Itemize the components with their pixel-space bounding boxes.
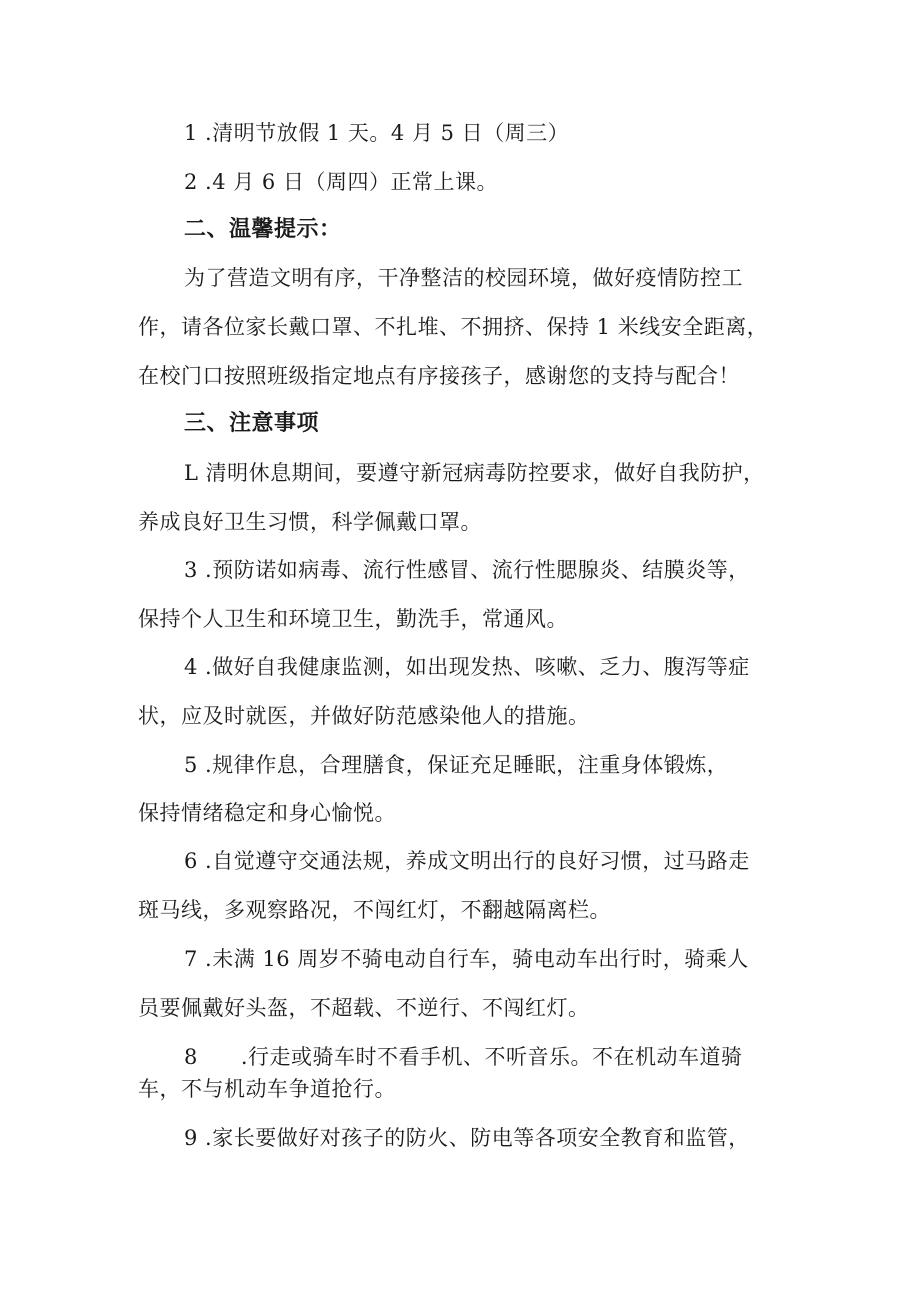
tips-line: 为了营造文明有序，干净整洁的校园环境，做好疫情防控工: [184, 266, 743, 290]
notice-item-line: 8 .行走或骑车时不看手机、不听音乐。不在机动车道骑: [184, 1045, 743, 1069]
notice-item-line: 7 .未满 16 周岁不骑电动自行车，骑电动车出行时，骑乘人: [184, 947, 749, 971]
notice-item-line: 4 .做好自我健康监测，如出现发热、咳嗽、乏力、腹泻等症: [184, 655, 750, 679]
section-heading-notes: 三、注意事项: [184, 411, 320, 436]
notice-item-line: 员要佩戴好头盔，不超载、不逆行、不闯红灯。: [138, 996, 590, 1020]
tips-line: 在校门口按照班级指定地点有序接孩子，感谢您的支持与配合！: [138, 364, 740, 388]
notice-item-line: 状，应及时就医，并做好防范感染他人的措施。: [138, 704, 590, 728]
notice-item-line: 3 .预防诺如病毒、流行性感冒、流行性腮腺炎、结膜炎等，: [184, 558, 750, 582]
notice-item-line: 5 .规律作息，合理膳食，保证充足睡眠，注重身体锻炼，: [184, 753, 729, 777]
notice-item-line: 9 .家长要做好对孩子的防火、防电等各项安全教育和监管，: [184, 1126, 750, 1150]
schedule-item-2: 2 .4 月 6 日（周四）正常上课。: [184, 170, 498, 194]
notice-item-line: 养成良好卫生习惯，科学佩戴口罩。: [138, 510, 482, 534]
notice-item-line: 保持情绪稳定和身心愉悦。: [138, 801, 396, 825]
notice-item-line: L 清明休息期间，要遵守新冠病毒防控要求，做好自我防护，: [184, 461, 765, 485]
notice-item-line: 斑马线，多观察路况，不闯红灯，不翻越隔离栏。: [138, 898, 611, 922]
section-heading-tips: 二、温馨提示：: [184, 217, 342, 242]
notice-item-line: 车，不与机动车争道抢行。: [138, 1077, 396, 1101]
notice-item-line: 保持个人卫生和环境卫生，勤洗手，常通风。: [138, 607, 568, 631]
notice-item-line: 6 .自觉遵守交通法规，养成文明出行的良好习惯，过马路走: [184, 849, 750, 873]
schedule-item-1: 1 .清明节放假 1 天。4 月 5 日（周三）: [184, 121, 570, 145]
tips-line: 作，请各位家长戴口罩、不扎堆、不拥挤、保持 1 米线安全距离，: [138, 315, 769, 339]
